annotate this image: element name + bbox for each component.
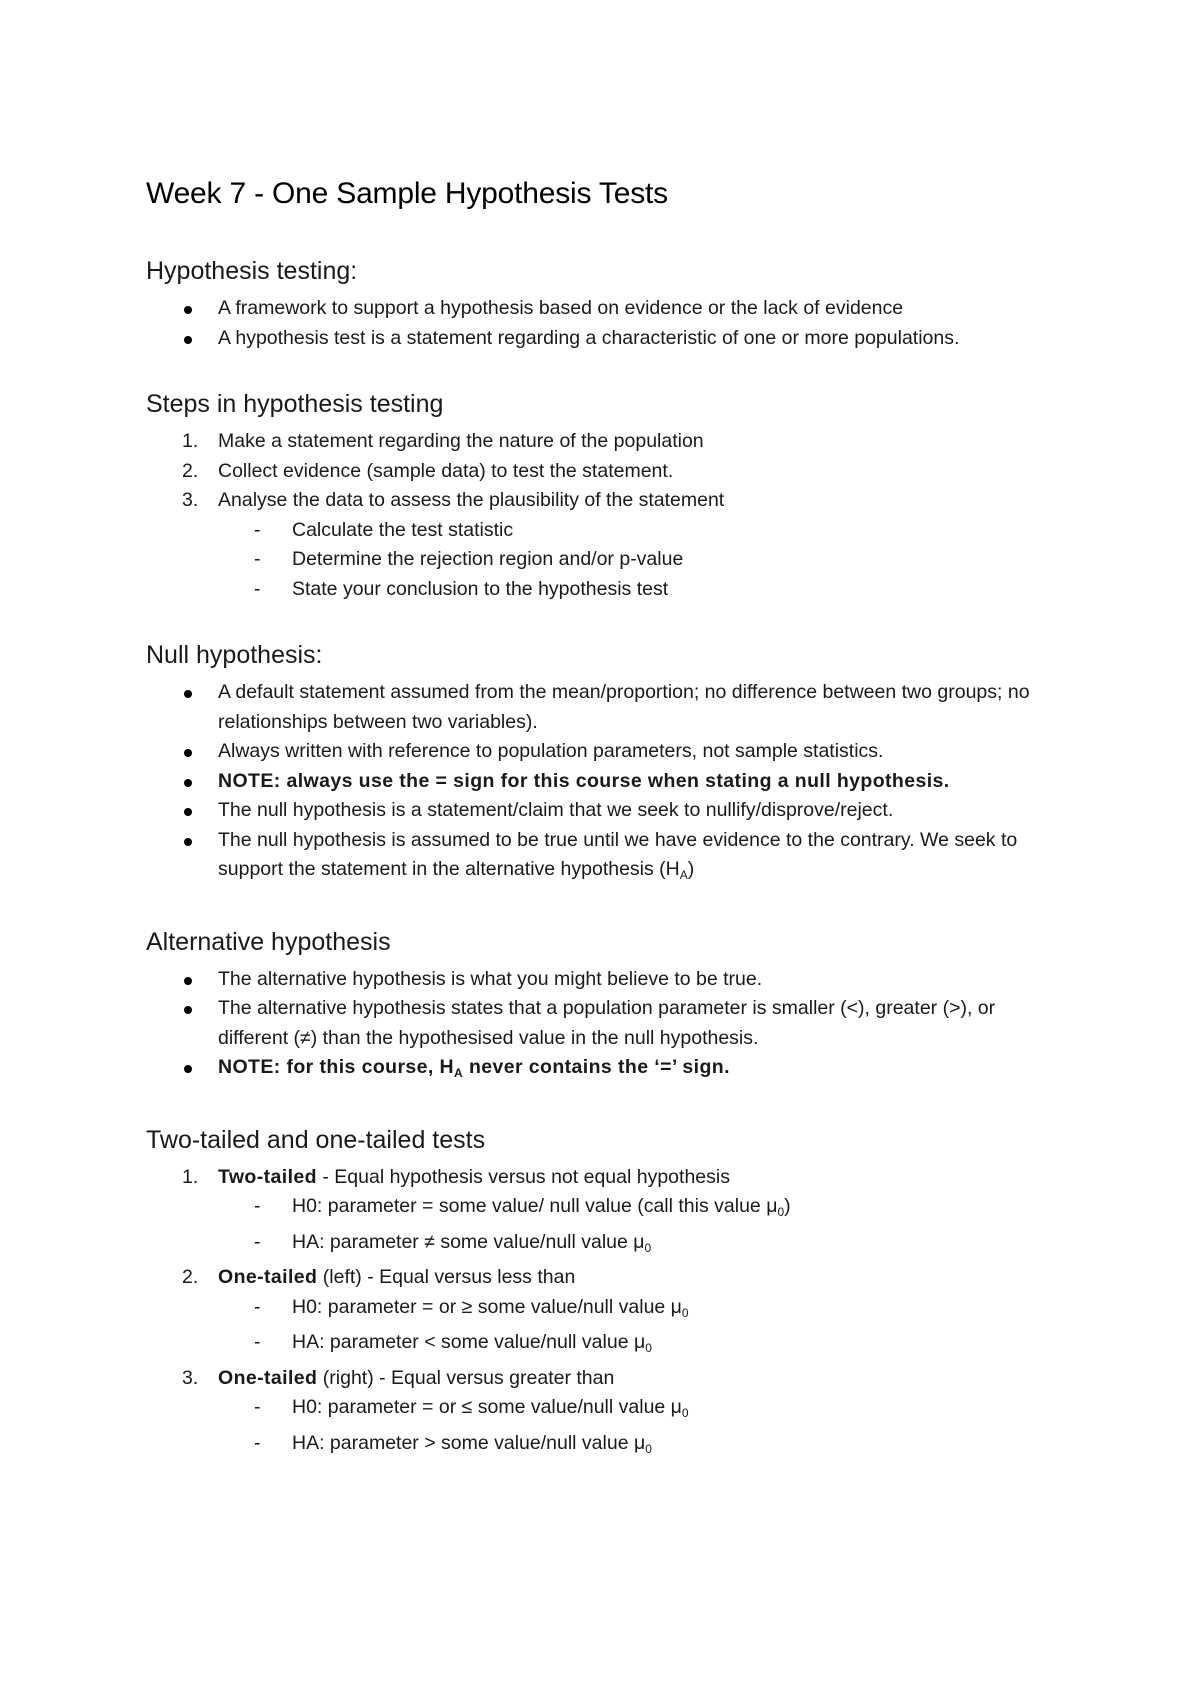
sub-list [218,1293,1066,1364]
sub-list [218,516,1066,605]
sub-item: - HA: parameter < some value/null value $\mu_0$ [254,1331,652,1355]
bullet-icon [184,977,192,985]
bullet-icon [184,779,192,787]
sub-item: - State your conclusion to the hypothesis test [254,577,669,600]
list-item: The alternative hypothesis is what you might believe to be true. [146,965,1066,995]
list-item: 1. Two-tailed - Equal hypothesis versus not equal hypothesis - H0: parameter = some value/ null value (call this value $\mu_0$) - HA: parameter ≠ some value/null value $\mu_0$ [146,1163,1066,1264]
list-item: 3. One-tailed (right) - Equal versus greater than - H0: parameter = or ≤ some value/null value $\mu_0$ - HA: parameter > some value/null value $\mu_0$ [146,1364,1066,1465]
list-item: NOTE: always use the = sign for this course when stating a null hypothesis. [146,767,1066,797]
bullet-icon [184,336,192,344]
bullet-list [146,294,1066,353]
document-page [146,176,1066,1490]
section-heading: Hypothesis testing: [146,257,358,285]
list-item: The alternative hypothesis states that a population parameter is smaller (<), greater (>), or different (≠) than the hypothesised value in the null hypothesis. [146,994,1066,1053]
list-item: A framework to support a hypothesis based on evidence or the lack of evidence [146,294,1066,324]
section-hypothesis-testing [146,256,1066,353]
section-steps [146,389,1066,604]
bullet-icon [184,838,192,846]
numbered-list [146,1163,1066,1465]
bullet-icon [184,1065,192,1073]
bullet-icon [184,690,192,698]
list-item: 3. Analyse the data to assess the plausibility of the statement - Calculate the test statistic - Determine the rejection region and/or p-value - State your conclusion to the hypothesis test [146,486,1066,604]
list-item: A default statement assumed from the mean/proportion; no difference between two groups; no relationships between two variables). [146,678,1066,737]
section-heading: Two-tailed and one-tailed tests [146,1125,486,1154]
section-null-hypothesis [146,640,1066,891]
page-title: Week 7 - One Sample Hypothesis Tests [146,177,668,210]
sub-item: - HA: parameter ≠ some value/null value $\mu_0$ [254,1230,652,1255]
list-item: The null hypothesis is a statement/claim that we seek to nullify/disprove/reject. [146,796,1066,826]
section-heading: Alternative hypothesis [146,927,391,956]
bullet-list [146,965,1066,1089]
bullet-icon [184,306,192,314]
list-item: 1. Make a statement regarding the nature of the population [182,430,704,452]
numbered-list [146,427,1066,604]
sub-item: - H0: parameter = or ≤ some value/null value $\mu_0$ [254,1396,689,1420]
sub-item: - Calculate the test statistic [254,518,514,541]
sub-item: - H0: parameter = or ≥ some value/null value $\mu_0$ [254,1295,689,1320]
list-item: A hypothesis test is a statement regarding a characteristic of one or more populations. [146,324,1066,354]
sub-list [218,1192,1066,1263]
list-item: Always written with reference to population parameters, not sample statistics. [146,737,1066,767]
section-heading: Null hypothesis: [146,641,323,669]
list-item: 2. One-tailed (left) - Equal versus less than - H0: parameter = or ≥ some value/null value $\mu_0$ - HA: parameter < some value/null value $\mu_0$ [146,1263,1066,1364]
section-heading: Steps in hypothesis testing [146,390,444,418]
bullet-icon [184,1006,192,1014]
sub-list [218,1393,1066,1464]
sub-item: - H0: parameter = some value/ null value (call this value $\mu_0$) [254,1195,791,1219]
section-tailed-tests [146,1125,1066,1465]
list-item: 2. Collect evidence (sample data) to test the statement. [182,459,674,482]
bullet-icon [184,808,192,816]
bullet-list [146,678,1066,891]
bullet-icon [184,749,192,757]
list-item: The null hypothesis is assumed to be true until we have evidence to the contrary. We seek to support the statement in the alternative hypothesis $(H_A)$ [146,826,1066,891]
sub-item: - HA: parameter > some value/null value $\mu_0$ [254,1431,652,1456]
section-alternative-hypothesis [146,927,1066,1089]
sub-item: - Determine the rejection region and/or p-value [254,548,684,570]
list-item: NOTE: for this course, $H_A$ never contains the ‘=’ sign. [146,1053,1066,1089]
